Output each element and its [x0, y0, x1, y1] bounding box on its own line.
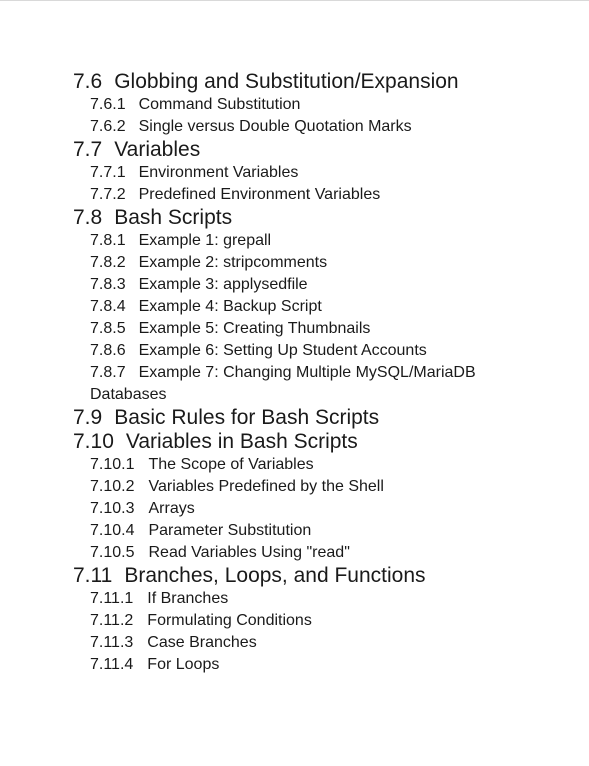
toc-subsection-7-8-4[interactable] [90, 296, 510, 318]
section-number: 7.7 [73, 138, 103, 161]
subsection-title: Variables Predefined by the Shell [148, 478, 384, 495]
subsection-title: Example 3: applysedfile [138, 276, 308, 293]
toc-section-7-6[interactable] [73, 70, 573, 94]
subsection-number: 7.8.4 [90, 298, 126, 315]
subsection-number: 7.7.2 [90, 186, 126, 203]
toc-subsection-7-10-2[interactable] [90, 476, 510, 498]
toc-section-7-9[interactable] [73, 406, 573, 430]
toc-subsection-7-6-1[interactable] [90, 94, 510, 116]
subsection-title: Parameter Substitution [148, 522, 312, 539]
toc-subsection-7-8-5[interactable] [90, 318, 510, 340]
section-title: Variables [114, 138, 201, 161]
subsection-number: 7.10.3 [90, 500, 135, 517]
subsection-number: 7.6.2 [90, 118, 126, 135]
subsection-number: 7.8.3 [90, 276, 126, 293]
section-number: 7.11 [73, 564, 113, 587]
toc-subsection-7-7-2[interactable] [90, 184, 510, 206]
subsection-title: Example 2: stripcomments [138, 254, 328, 271]
subsection-number: 7.6.1 [90, 96, 126, 113]
section-number: 7.6 [73, 70, 103, 93]
table-of-contents [73, 70, 573, 676]
subsection-title: If Branches [147, 590, 229, 607]
subsection-title: Case Branches [147, 634, 257, 651]
toc-subsection-7-8-3[interactable] [90, 274, 510, 296]
subsection-number: 7.10.2 [90, 478, 135, 495]
subsection-number: 7.10.1 [90, 456, 135, 473]
toc-section-7-10[interactable] [73, 430, 573, 454]
toc-subsection-7-10-4[interactable] [90, 520, 510, 542]
toc-subsection-7-11-4[interactable] [90, 654, 510, 676]
subsection-title: Example 5: Creating Thumbnails [138, 320, 371, 337]
section-number: 7.9 [73, 406, 103, 429]
subsection-title: Predefined Environment Variables [138, 186, 381, 203]
section-number: 7.8 [73, 206, 103, 229]
toc-subsection-7-11-1[interactable] [90, 588, 510, 610]
subsection-number: 7.10.5 [90, 544, 135, 561]
toc-subsection-7-8-6[interactable] [90, 340, 510, 362]
toc-subsection-7-11-2[interactable] [90, 610, 510, 632]
section-title: Branches, Loops, and Functions [124, 564, 426, 587]
toc-subsection-7-6-2[interactable] [90, 116, 510, 138]
subsection-number: 7.11.1 [90, 590, 134, 607]
subsection-title: Example 6: Setting Up Student Accounts [138, 342, 427, 359]
subsection-number: 7.8.2 [90, 254, 126, 271]
section-title: Variables in Bash Scripts [125, 430, 358, 453]
subsection-title: Environment Variables [138, 164, 299, 181]
toc-subsection-7-11-3[interactable] [90, 632, 510, 654]
subsection-number: 7.8.6 [90, 342, 126, 359]
toc-subsection-7-8-1[interactable] [90, 230, 510, 252]
subsection-number: 7.11.4 [90, 656, 134, 673]
subsection-number: 7.7.1 [90, 164, 126, 181]
subsection-number: 7.11.2 [90, 612, 134, 629]
toc-section-7-7[interactable] [73, 138, 573, 162]
subsection-number: 7.8.7 [90, 364, 126, 381]
subsection-title: For Loops [147, 656, 220, 673]
subsection-number: 7.10.4 [90, 522, 135, 539]
subsection-title: Read Variables Using "read" [148, 544, 350, 561]
subsection-title: Example 1: grepall [138, 232, 272, 249]
section-title: Basic Rules for Bash Scripts [114, 406, 380, 429]
toc-subsection-7-8-7[interactable] [90, 362, 510, 406]
toc-subsection-7-7-1[interactable] [90, 162, 510, 184]
subsection-number: 7.8.1 [90, 232, 126, 249]
subsection-title: Example 4: Backup Script [138, 298, 322, 315]
toc-section-7-8[interactable] [73, 206, 573, 230]
subsection-title: The Scope of Variables [148, 456, 314, 473]
section-number: 7.10 [73, 430, 114, 453]
toc-subsection-7-10-3[interactable] [90, 498, 510, 520]
section-title: Globbing and Substitution/Expansion [114, 70, 459, 93]
toc-subsection-7-8-2[interactable] [90, 252, 510, 274]
subsection-title: Formulating Conditions [147, 612, 312, 629]
subsection-number: 7.11.3 [90, 634, 134, 651]
top-divider [0, 0, 589, 1]
toc-section-7-11[interactable] [73, 564, 573, 588]
section-title: Bash Scripts [114, 206, 233, 229]
subsection-number: 7.8.5 [90, 320, 126, 337]
subsection-title: Single versus Double Quotation Marks [138, 118, 412, 135]
toc-subsection-7-10-5[interactable] [90, 542, 510, 564]
subsection-title: Command Substitution [138, 96, 301, 113]
subsection-title: Example 7: Changing Multiple MySQL/MariaDB Databases [90, 364, 476, 403]
subsection-title: Arrays [148, 500, 195, 517]
toc-subsection-7-10-1[interactable] [90, 454, 510, 476]
